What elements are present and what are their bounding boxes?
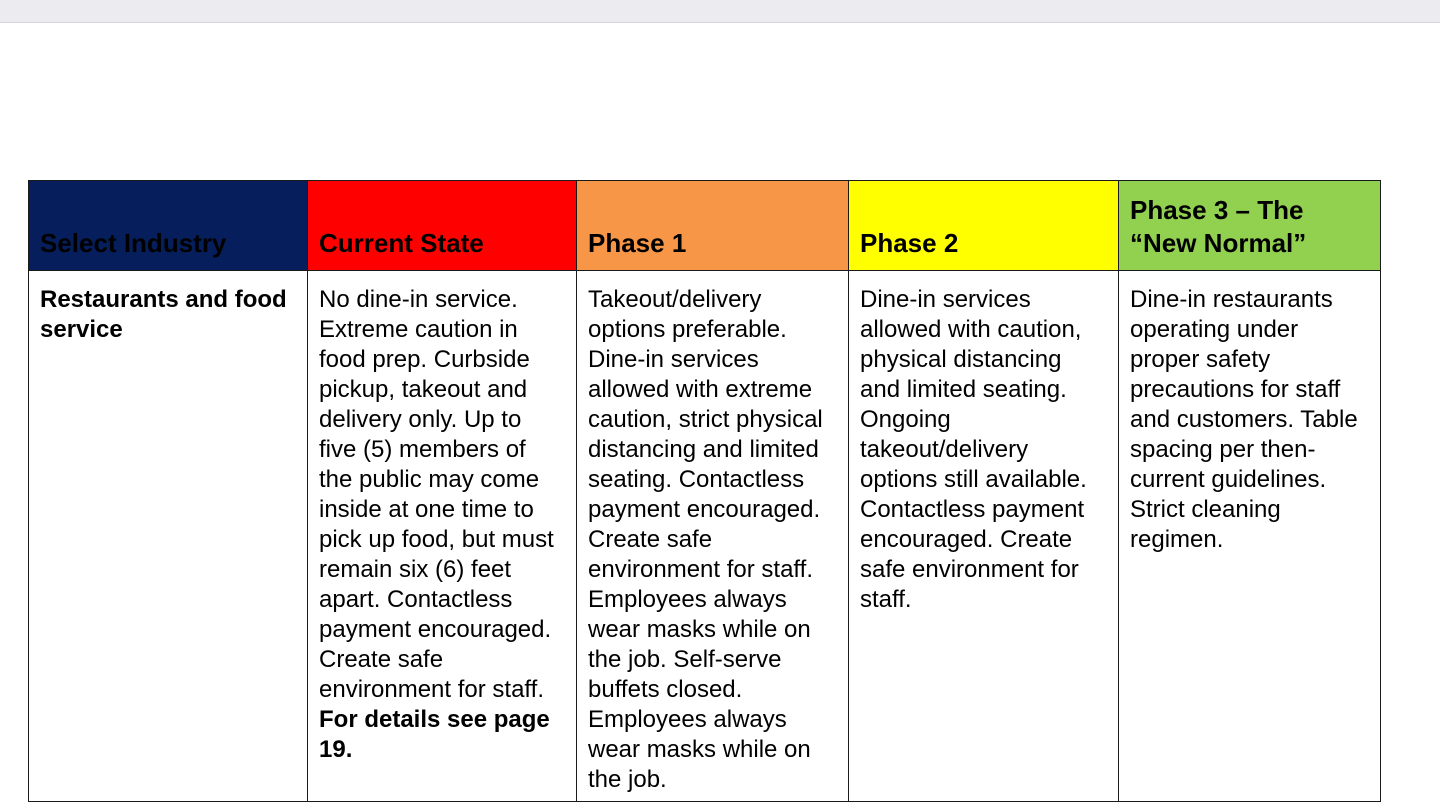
phase-1-cell	[577, 271, 849, 802]
viewer-toolbar	[0, 0, 1440, 23]
current-state-text: No dine-in service. Extreme caution in food prep. Curbside pickup, takeout and delivery only. Up to five (5) members of the public may come inside at one time to pick up food, but must remain six (6) feet apart. Contactless payment encouraged. Create safe environment for staff.	[319, 286, 554, 703]
header-phase-1: Phase 1	[577, 181, 849, 271]
header-phase-3: Phase 3 – The “New Normal”	[1119, 181, 1381, 271]
header-row	[29, 181, 1381, 271]
reopening-phases-table	[28, 180, 1381, 802]
details-note: For details see page 19.	[319, 706, 550, 763]
phase-2-cell	[849, 271, 1119, 802]
table-row	[29, 271, 1381, 802]
header-current-state: Current State	[308, 181, 577, 271]
industry-cell	[29, 271, 308, 802]
industry-label: Restaurants and food service	[40, 286, 287, 343]
phase-2-text: Dine-in services allowed with caution, physical distancing and limited seating. Ongoing takeout/delivery options still available. Contactless payment encouraged. Create safe environment for staff.	[860, 286, 1087, 613]
header-select-industry: Select Industry	[29, 181, 308, 271]
current-state-cell	[308, 271, 577, 802]
phase-1-text: Takeout/delivery options preferable. Dine-in services allowed with extreme caution, strict physical distancing and limited seating. Contactless payment encouraged. Create safe environment for staff. Employees always wear masks while on the job. Self-serve buffets closed. Employees always wear masks while on the job.	[588, 286, 823, 793]
phase-3-text: Dine-in restaurants operating under proper safety precautions for staff and customers. Table spacing per then-current guidelines. Strict cleaning regimen.	[1130, 286, 1358, 553]
header-phase-2: Phase 2	[849, 181, 1119, 271]
document-page	[0, 23, 1440, 810]
phase-3-cell	[1119, 271, 1381, 802]
